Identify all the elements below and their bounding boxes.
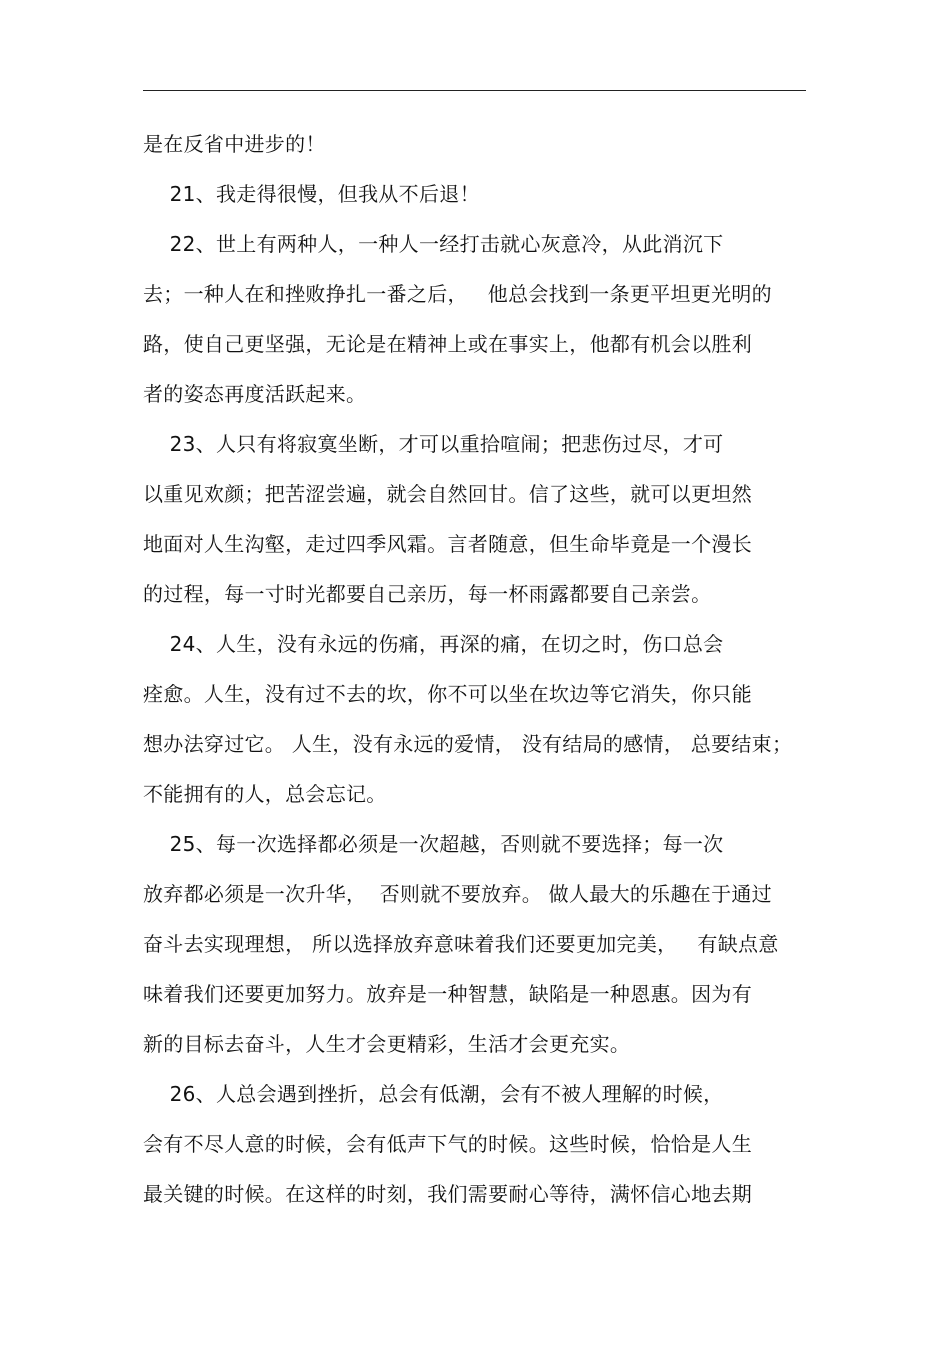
text-line: 地面对人生沟壑，走过四季风霜。言者随意，但生命毕竟是一个漫长 <box>143 532 752 556</box>
text-line: 味着我们还要更加努力。放弃是一种智慧，缺陷是一种恩惠。因为有 <box>143 982 752 1006</box>
text-line: 24、人生，没有永远的伤痛，再深的痛，在切之时，伤口总会 <box>143 632 724 656</box>
text-line: 者的姿态再度活跃起来。 <box>143 382 367 406</box>
text-line: 23、人只有将寂寞坐断，才可以重拾喧闹；把悲伤过尽，才可 <box>143 432 724 456</box>
text-line: 奋斗去实现理想， 所以选择放弃意味着我们还要更加完美， 有缺点意 <box>143 932 779 956</box>
text-line: 最关键的时候。在这样的时刻，我们需要耐心等待，满怀信心地去期 <box>143 1182 752 1206</box>
text-line: 新的目标去奋斗，人生才会更精彩，生活才会更充实。 <box>143 1032 631 1056</box>
text-line: 痊愈。人生，没有过不去的坎，你不可以坐在坎边等它消失，你只能 <box>143 682 752 706</box>
text-line: 的过程，每一寸时光都要自己亲历，每一杯雨露都要自己亲尝。 <box>143 582 712 606</box>
text-line: 路，使自己更坚强，无论是在精神上或在事实上，他都有机会以胜利 <box>143 332 752 356</box>
text-line: 22、世上有两种人，一种人一经打击就心灰意冷，从此消沉下 <box>143 232 724 256</box>
header-rule <box>143 90 806 91</box>
text-line: 去；一种人在和挫败挣扎一番之后， 他总会找到一条更平坦更光明的 <box>143 282 772 306</box>
text-line: 以重见欢颜；把苦涩尝遍，就会自然回甘。信了这些，就可以更坦然 <box>143 482 752 506</box>
text-line: 26、人总会遇到挫折，总会有低潮，会有不被人理解的时候， <box>143 1082 724 1106</box>
text-line: 25、每一次选择都必须是一次超越，否则就不要选择；每一次 <box>143 832 724 856</box>
text-line: 放弃都必须是一次升华， 否则就不要放弃。 做人最大的乐趣在于通过 <box>143 882 772 906</box>
text-line: 21、我走得很慢，但我从不后退！ <box>143 182 480 206</box>
text-line: 不能拥有的人，总会忘记。 <box>143 782 387 806</box>
text-line: 会有不尽人意的时候，会有低声下气的时候。这些时候，恰恰是人生 <box>143 1132 752 1156</box>
text-line: 想办法穿过它。 人生，没有永远的爱情， 没有结局的感情， 总要结束； <box>143 732 793 756</box>
text-line: 是在反省中进步的！ <box>143 132 326 156</box>
